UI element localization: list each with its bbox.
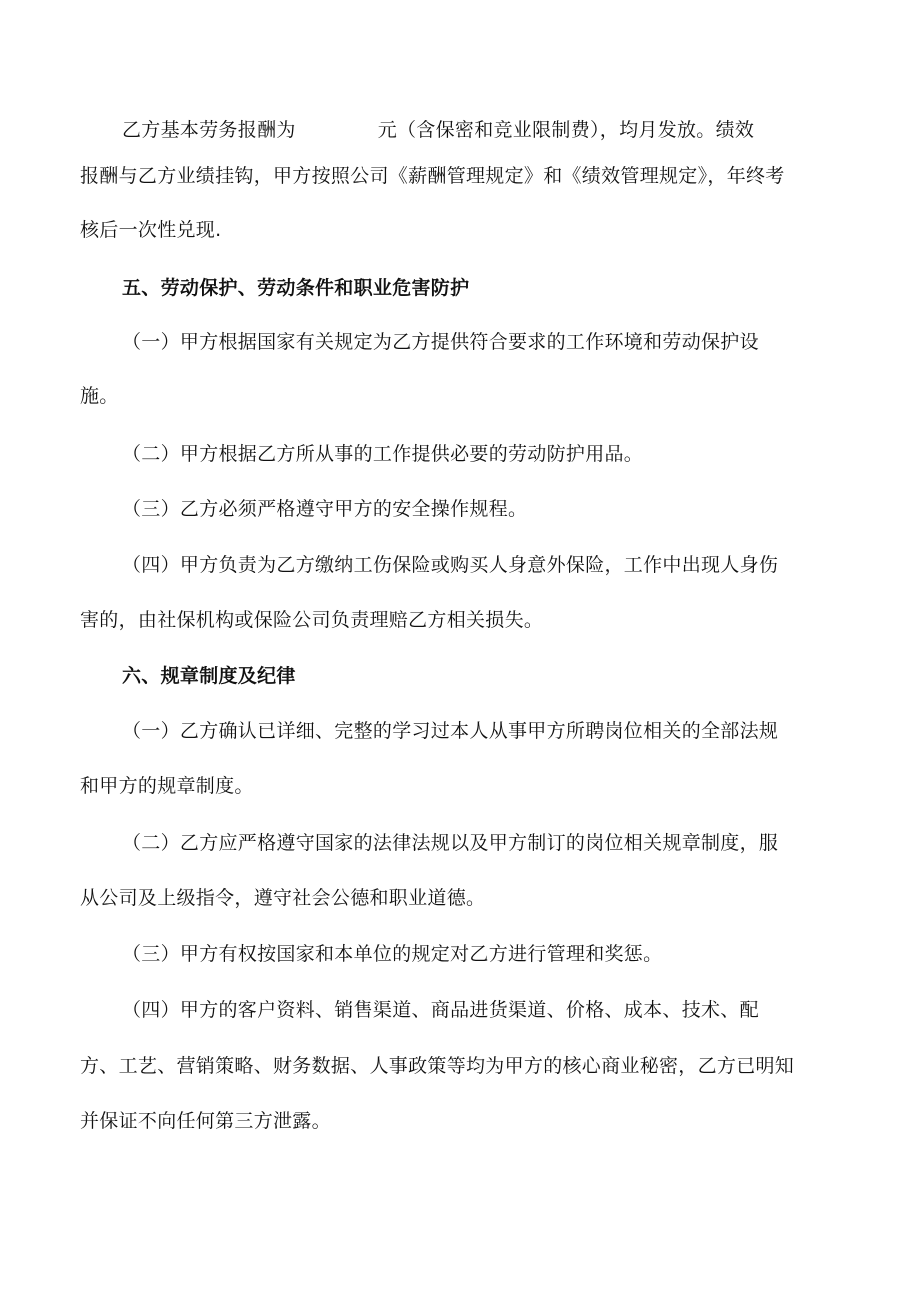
section5-item3: （三）乙方必须严格遵守甲方的安全操作规程。: [122, 498, 528, 520]
section6-item4-line1: （四）甲方的客户资料、销售渠道、商品进货渠道、价格、成本、技术、配: [122, 999, 759, 1021]
section5-item1-line2: 施。: [80, 385, 119, 407]
pay-line-1: [122, 117, 754, 143]
section6-item1-line2: 和甲方的规章制度。: [80, 775, 254, 797]
section6-item2-line2: 从公司及上级指令，遵守社会公德和职业道德。: [80, 887, 486, 909]
section5-item4-line1: （四）甲方负责为乙方缴纳工伤保险或购买人身意外保险，工作中出现人身伤: [122, 554, 779, 576]
section6-item2-line1: （二）乙方应严格遵守国家的法律法规以及甲方制订的岗位相关规章制度，服: [122, 832, 779, 854]
section5-item2: （二）甲方根据乙方所从事的工作提供必要的劳动防护用品。: [122, 443, 644, 465]
section5-item4-line2: 害的，由社保机构或保险公司负责理赔乙方相关损失。: [80, 609, 544, 631]
section6-item4-line2: 方、工艺、营销策略、财务数据、人事政策等均为甲方的核心商业秘密，乙方已明知: [80, 1055, 795, 1077]
section6-item4-line3: 并保证不向任何第三方泄露。: [80, 1110, 331, 1132]
pay-line-3: 核后一次性兑现.: [80, 219, 222, 241]
section6-item1-line1: （一）乙方确认已详细、完整的学习过本人从事甲方所聘岗位相关的全部法规: [122, 720, 779, 742]
pay-text-after-blank: 元（含保密和竞业限制费），均月发放。绩效: [377, 119, 755, 141]
section5-heading: 五、劳动保护、劳动条件和职业危害防护: [122, 277, 470, 299]
pay-text-before-blank: 乙方基本劳务报酬为: [122, 119, 296, 141]
section6-item3: （三）甲方有权按国家和本单位的规定对乙方进行管理和奖惩。: [122, 943, 663, 965]
section5-item1-line1: （一）甲方根据国家有关规定为乙方提供符合要求的工作环境和劳动保护设: [122, 331, 759, 353]
section6-heading: 六、规章制度及纪律: [122, 665, 296, 687]
pay-line-2: 报酬与乙方业绩挂钩，甲方按照公司《薪酬管理规定》和《绩效管理规定》，年终考: [80, 165, 785, 187]
